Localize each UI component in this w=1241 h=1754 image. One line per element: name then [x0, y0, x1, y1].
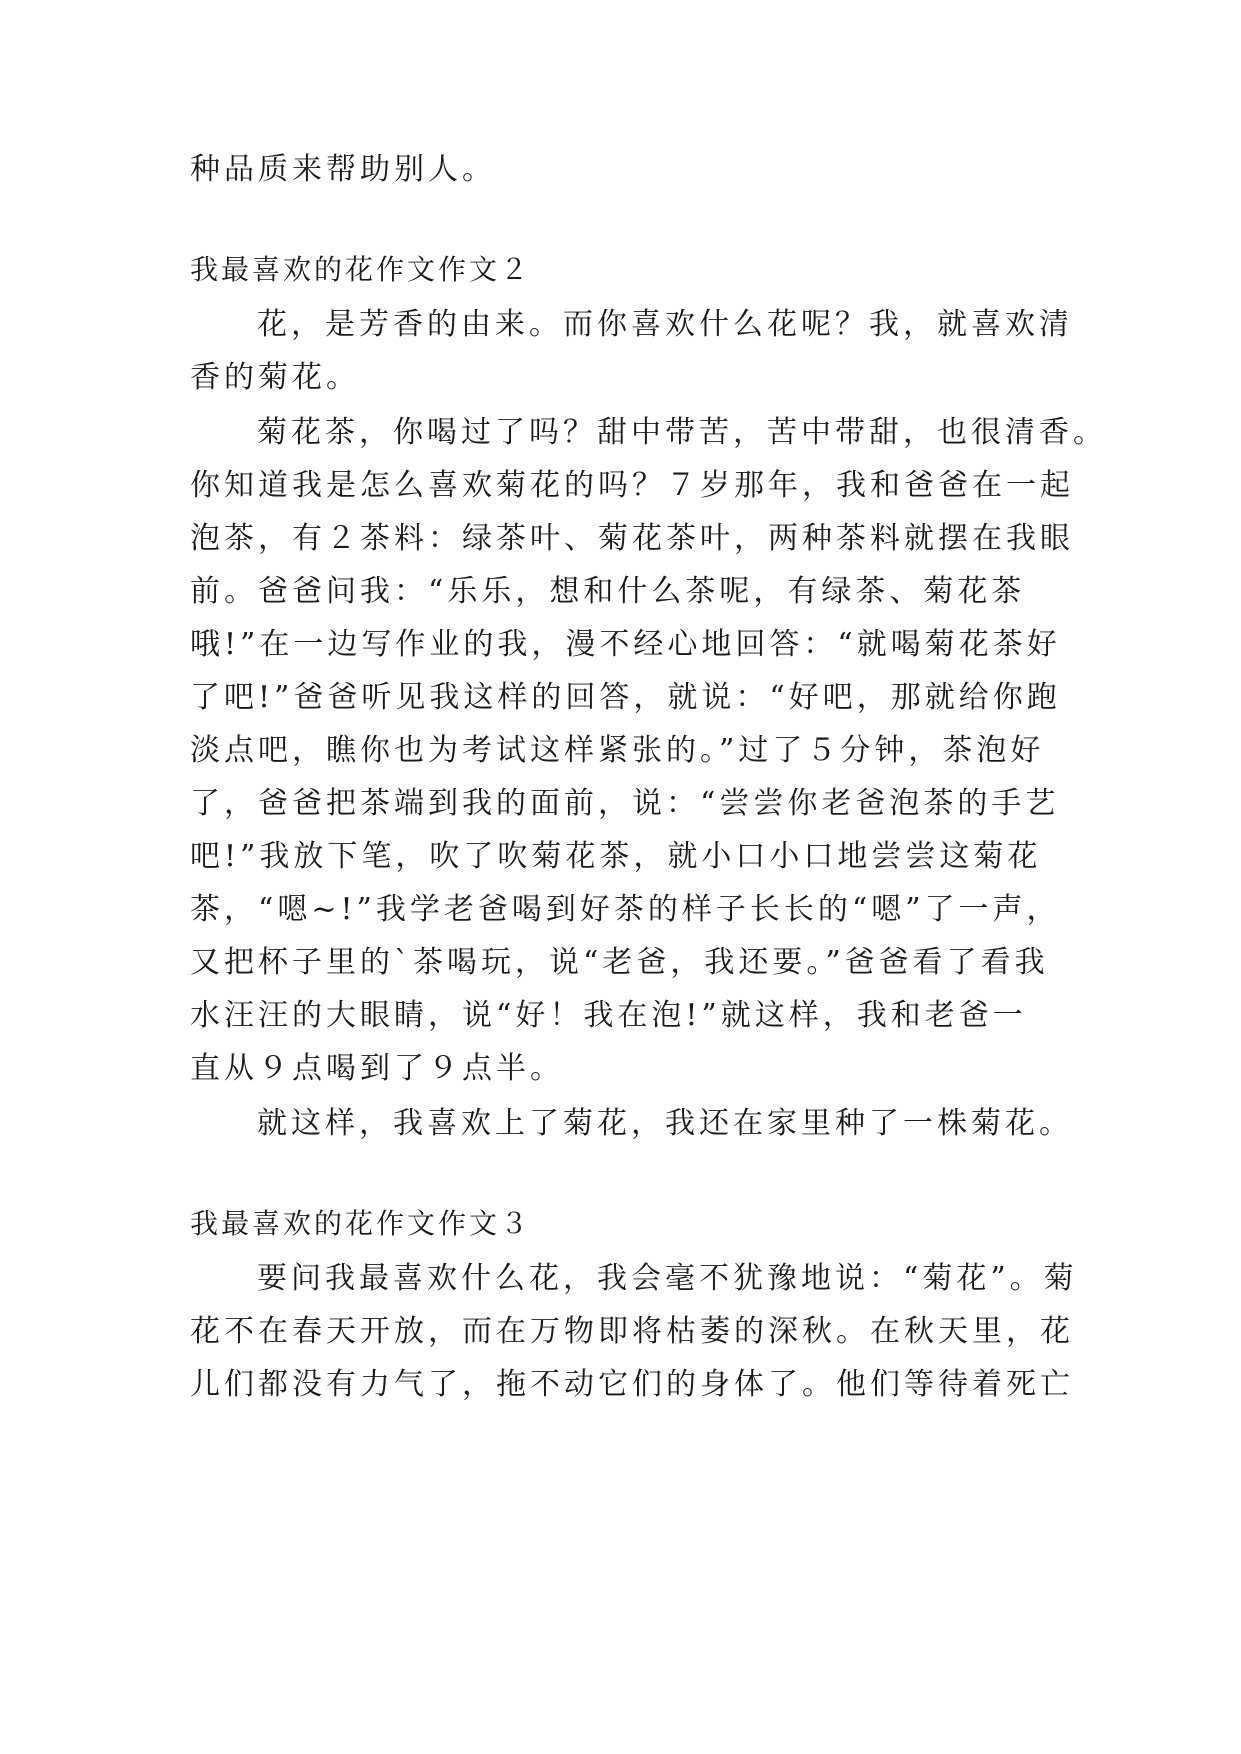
paragraph-line: 花，是芳香的由来。而你喜欢什么花呢？我，就喜欢清: [257, 307, 1073, 342]
paragraph-line: 茶，“嗯~!”我学老爸喝到好茶的样子长长的“嗯”了一声，: [190, 892, 1061, 927]
paragraph-line: 又把杯子里的`茶喝玩，说“老爸，我还要。”爸爸看了看我: [190, 945, 1049, 980]
paragraph-line: 菊花茶，你喝过了吗？甜中带苦，苦中带甜，也很清香。: [257, 415, 1107, 450]
paragraph-line: 花不在春天开放，而在万物即将枯萎的深秋。在秋天里，花: [190, 1314, 1074, 1349]
paragraph-line: 要问我最喜欢什么花，我会毫不犹豫地说：“菊花”。菊: [257, 1261, 1078, 1296]
paragraph-line: 水汪汪的大眼睛，说“好！我在泡!”就这样，我和老爸一: [190, 998, 1027, 1033]
paragraph-line: 了吧!”爸爸听见我这样的回答，就说：“好吧，那就给你跑: [190, 680, 1061, 715]
paragraph-line: 吧!”我放下笔，吹了吹菊花茶，就小口小口地尝尝这菊花: [190, 839, 1042, 874]
paragraph-line: 就这样，我喜欢上了菊花，我还在家里种了一株菊花。: [257, 1106, 1073, 1141]
paragraph-line: 前。爸爸问我：“乐乐，想和什么茶呢，有绿茶、菊花茶: [190, 574, 1026, 609]
paragraph-line: 哦!”在一边写作业的我，漫不经心地回答：“就喝菊花茶好: [190, 627, 1061, 662]
paragraph-line: 香的菊花。: [190, 360, 360, 395]
essay-heading-2: 我最喜欢的花作文作文２: [190, 253, 532, 286]
paragraph-line: 泡茶，有２茶料：绿茶叶、菊花茶叶，两种茶料就摆在我眼: [190, 521, 1074, 556]
paragraph-line: 直从９点喝到了９点半。: [190, 1051, 564, 1086]
paragraph-line: 淡点吧，瞧你也为考试这样紧张的。”过了５分钟，茶泡好: [190, 733, 1045, 768]
paragraph-line: 种品质来帮助别人。: [190, 152, 496, 187]
paragraph-line: 了，爸爸把茶端到我的面前，说：“尝尝你老爸泡茶的手艺: [190, 786, 1060, 821]
paragraph-line: 你知道我是怎么喜欢菊花的吗？７岁那年，我和爸爸在一起: [190, 468, 1074, 503]
paragraph-line: 儿们都没有力气了，拖不动它们的身体了。他们等待着死亡: [190, 1367, 1074, 1402]
essay-heading-3: 我最喜欢的花作文作文３: [190, 1207, 532, 1240]
